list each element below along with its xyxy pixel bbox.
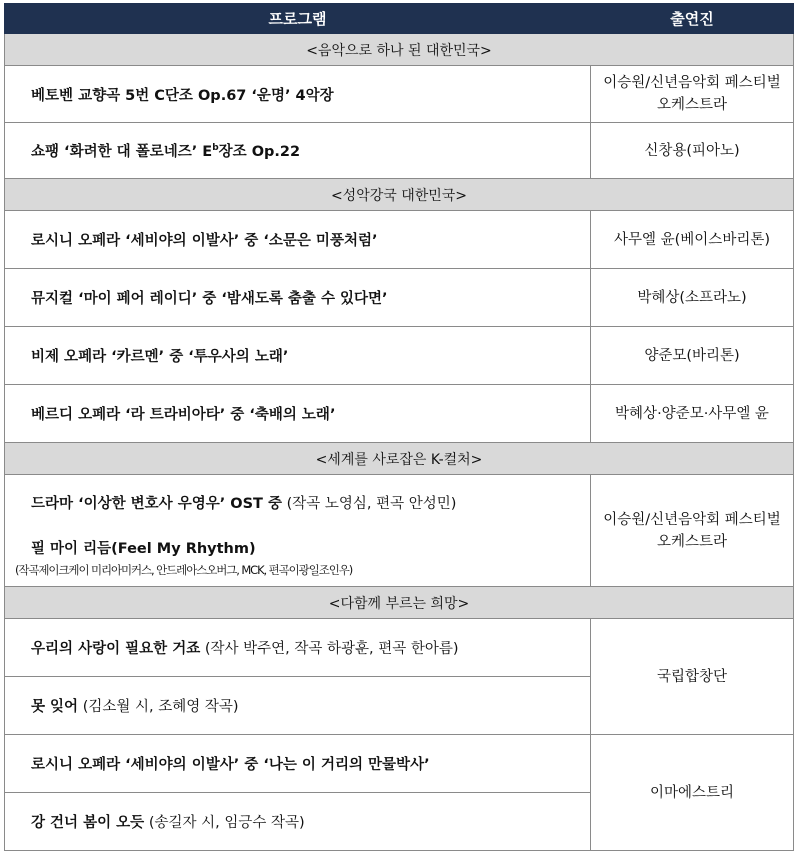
program-title: 로시니 오페라 ‘세비야의 이발사’ 중 ‘나는 이 거리의 만물박사’ — [5, 735, 591, 793]
program-note: (작곡제이크케이 미리아미커스, 안드레아스오버그, MCK, 편곡이광일조인우) — [15, 563, 353, 577]
table-row — [5, 269, 794, 327]
program-title: 강 건너 봄이 오듯 — [31, 815, 145, 831]
program-title: 로시니 오페라 ‘세비야의 이발사’ 중 ‘소문은 미풍처럼’ — [5, 211, 591, 269]
performer-cell: 신창용(피아노) — [591, 123, 794, 179]
section-row — [5, 179, 794, 211]
table-row — [5, 211, 794, 269]
program-title: 못 잊어 — [31, 699, 79, 715]
table-row — [5, 123, 794, 179]
performer-cell: 박혜상·양준모·사무엘 윤 — [591, 385, 794, 443]
program-note: (송길자 시, 임긍수 작곡) — [148, 815, 305, 831]
performer-cell: 양준모(바리톤) — [591, 327, 794, 385]
table-row — [5, 66, 794, 123]
program-title: 비제 오페라 ‘카르멘’ 중 ‘투우사의 노래’ — [5, 327, 591, 385]
program-title: 뮤지컬 ‘마이 페어 레이디’ 중 ‘밤새도록 춤출 수 있다면’ — [5, 269, 591, 327]
program-title — [5, 123, 591, 179]
program-cell — [5, 793, 591, 851]
program-title: 드라마 ‘이상한 변호사 우영우’ OST 중 — [31, 495, 283, 512]
program-title: 필 마이 리듬(Feel My Rhythm) — [31, 541, 256, 557]
program-cell — [5, 475, 591, 530]
table-row — [5, 327, 794, 385]
section-row — [5, 587, 794, 619]
program-table — [4, 3, 794, 851]
section-title: <세계를 사로잡은 K-컬처> — [5, 443, 794, 475]
program-cell — [5, 529, 591, 587]
section-title: <음악으로 하나 된 대한민국> — [5, 34, 794, 66]
program-cell — [5, 677, 591, 735]
performer-line: 오케스트라 — [656, 97, 728, 113]
table-row — [5, 385, 794, 443]
program-cell — [5, 619, 591, 677]
program-title-part: 쇼팽 ‘화려한 대 폴로네즈’ E — [31, 144, 213, 160]
table-row — [5, 475, 794, 530]
performer-line: 이승원/신년음악회 페스티벌 — [603, 511, 781, 528]
flat-superscript: b — [212, 143, 219, 154]
performer-cell: 이마에스트리 — [591, 735, 794, 851]
performer-cell: 사무엘 윤(베이스바리톤) — [591, 211, 794, 269]
performer-cell: 박혜상(소프라노) — [591, 269, 794, 327]
table-row — [5, 619, 794, 677]
performer-line: 오케스트라 — [656, 533, 728, 550]
section-row — [5, 443, 794, 475]
program-title: 베르디 오페라 ‘라 트라비아타’ 중 ‘축배의 노래’ — [5, 385, 591, 443]
program-note: (김소월 시, 조혜영 작곡) — [82, 699, 239, 715]
table-header-row — [5, 4, 794, 34]
performer-cell: 국립합창단 — [591, 619, 794, 735]
header-performer: 출연진 — [591, 4, 794, 34]
section-title: <다함께 부르는 희망> — [5, 587, 794, 619]
program-title: 우리의 사랑이 필요한 거죠 — [31, 641, 201, 657]
performer-cell — [591, 66, 794, 123]
section-title: <성악강국 대한민국> — [5, 179, 794, 211]
program-note: (작곡 노영심, 편곡 안성민) — [286, 495, 457, 512]
header-program: 프로그램 — [5, 4, 591, 34]
program-title: 베토벤 교향곡 5번 C단조 Op.67 ‘운명’ 4악장 — [5, 66, 591, 123]
table-row — [5, 735, 794, 793]
performer-cell — [591, 475, 794, 587]
section-row — [5, 34, 794, 66]
program-title-part: 장조 Op.22 — [218, 144, 301, 160]
performer-line: 이승원/신년음악회 페스티벌 — [603, 75, 781, 91]
program-note: (작사 박주연, 작곡 하광훈, 편곡 한아름) — [204, 641, 459, 657]
